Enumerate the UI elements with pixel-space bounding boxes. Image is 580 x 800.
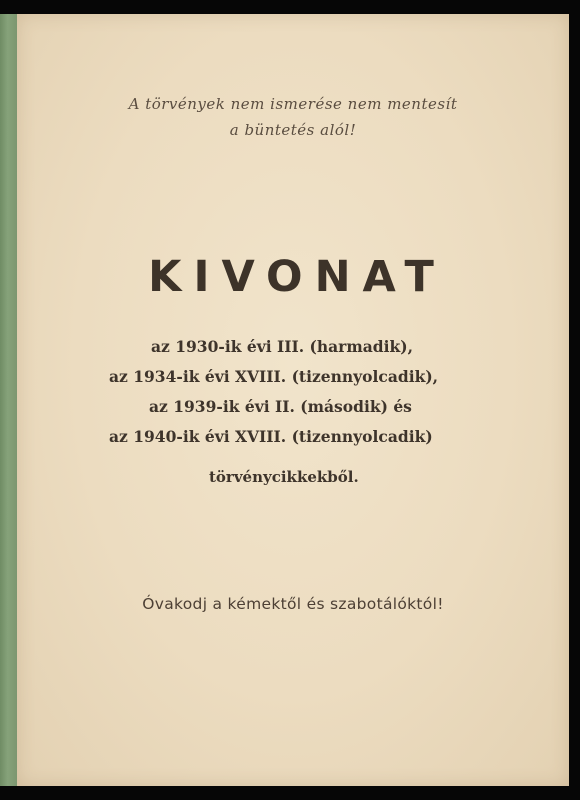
green-spine — [0, 14, 18, 786]
law-line: az 1940-ik évi XVIII. (tizennyolcadik) — [109, 427, 433, 446]
warning-line-1: A törvények nem ismerése nem mentesít — [128, 95, 458, 113]
warning-line-2: a büntetés alól! — [229, 121, 357, 139]
law-line: az 1930-ik évi III. (harmadik), — [151, 337, 413, 356]
slogan: Óvakodj a kémektől és szabotálóktól! — [142, 595, 444, 613]
document-title: KIVONAT — [148, 252, 446, 302]
law-line: az 1939-ik évi II. (második) és — [149, 397, 412, 416]
booklet-cover — [17, 14, 569, 786]
legal-warning — [17, 91, 569, 143]
law-line: az 1934-ik évi XVIII. (tizennyolcadik), — [109, 367, 439, 386]
source-suffix: törvénycikkekből. — [209, 468, 359, 486]
